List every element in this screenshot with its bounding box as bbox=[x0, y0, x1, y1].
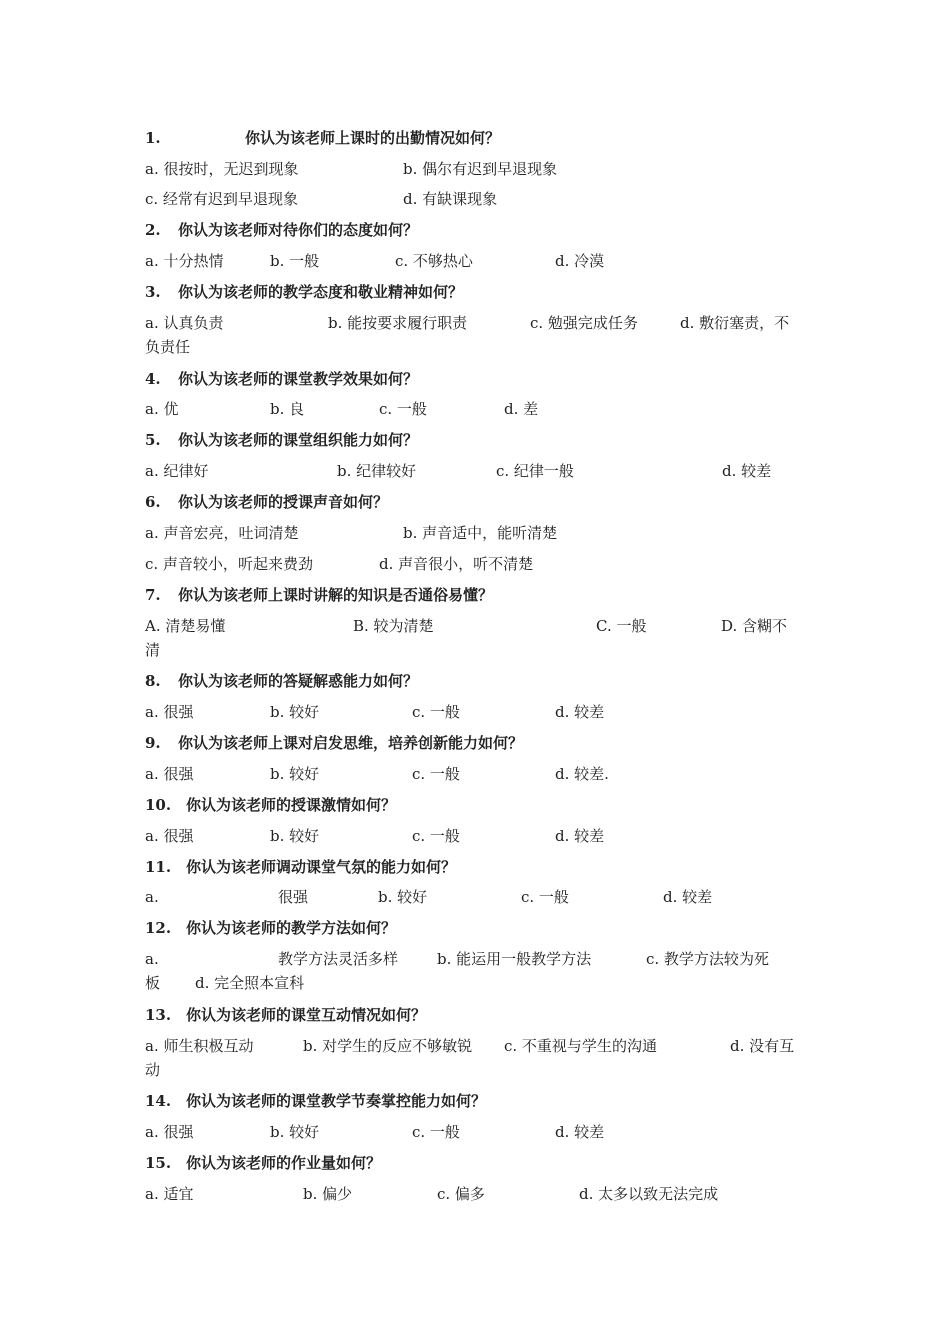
question-10 bbox=[145, 793, 815, 817]
answer-option: c. 经常有迟到早退现象 bbox=[145, 190, 298, 208]
answer-option: c. 勉强完成任务 bbox=[530, 314, 638, 332]
question-3 bbox=[145, 280, 815, 304]
answer-option: d. 差 bbox=[504, 400, 539, 418]
answer-option: d. 太多以致无法完成 bbox=[579, 1185, 719, 1203]
answer-option: c. 一般 bbox=[412, 1123, 460, 1141]
answer-option: c. 一般 bbox=[412, 827, 460, 845]
question-number: 10. bbox=[145, 796, 172, 814]
answer-option: d. 完全照本宣科 bbox=[195, 974, 305, 992]
question-12 bbox=[145, 916, 815, 940]
answer-option: C. 一般 bbox=[596, 617, 647, 635]
question-8 bbox=[145, 669, 815, 693]
answer-option: a. bbox=[145, 950, 159, 968]
answer-option: d. 较差 bbox=[555, 827, 605, 845]
question-13 bbox=[145, 1003, 815, 1027]
answer-option: b. 较好 bbox=[270, 765, 320, 783]
question-number: 14. bbox=[145, 1092, 172, 1110]
answer-option: c. 教学方法较为死 bbox=[646, 950, 769, 968]
question-text: 你认为该老师的授课声音如何？ bbox=[178, 493, 389, 511]
answer-option: a. 很强 bbox=[145, 765, 194, 783]
answer-option: 负责任 bbox=[145, 338, 191, 356]
question-text: 你认为该老师的课堂组织能力如何？ bbox=[178, 431, 419, 449]
answer-option: d. 较差 bbox=[722, 462, 772, 480]
question-text: 你认为该老师调动课堂气氛的能力如何？ bbox=[186, 858, 457, 876]
question-number: 7. bbox=[145, 586, 161, 604]
answer-option: a. 适宜 bbox=[145, 1185, 194, 1203]
question-15 bbox=[145, 1151, 815, 1175]
question-number: 1. bbox=[145, 129, 161, 147]
answer-option: d. 冷漠 bbox=[555, 252, 605, 270]
question-number: 11. bbox=[145, 858, 172, 876]
answer-option: 很强 bbox=[278, 888, 309, 906]
answer-option: b. 声音适中，能听清楚 bbox=[403, 524, 558, 542]
question-text: 你认为该老师的教学态度和敬业精神如何？ bbox=[178, 283, 464, 301]
question-number: 2. bbox=[145, 221, 161, 239]
answer-option: a. 优 bbox=[145, 400, 179, 418]
question-number: 8. bbox=[145, 672, 161, 690]
question-4 bbox=[145, 367, 815, 391]
answer-option: a. 很强 bbox=[145, 703, 194, 721]
question-text: 你认为该老师的教学方法如何？ bbox=[186, 919, 397, 937]
answer-option: a. bbox=[145, 888, 159, 906]
answer-option: 动 bbox=[145, 1061, 161, 1079]
answer-option: c. 一般 bbox=[521, 888, 569, 906]
answer-option: d. 较差. bbox=[555, 765, 609, 783]
question-text: 你认为该老师对待你们的态度如何？ bbox=[178, 221, 419, 239]
question-text: 你认为该老师的作业量如何？ bbox=[186, 1154, 382, 1172]
answer-option: b. 较好 bbox=[270, 703, 320, 721]
question-number: 5. bbox=[145, 431, 161, 449]
question-7 bbox=[145, 583, 815, 607]
answer-option: a. 很强 bbox=[145, 1123, 194, 1141]
question-number: 3. bbox=[145, 283, 161, 301]
answer-option: 板 bbox=[145, 974, 161, 992]
answer-option: a. 师生积极互动 bbox=[145, 1037, 254, 1055]
question-text: 你认为该老师上课时的出勤情况如何？ bbox=[245, 129, 501, 147]
question-2 bbox=[145, 218, 815, 242]
answer-option: b. 良 bbox=[270, 400, 305, 418]
answer-option: c. 一般 bbox=[412, 765, 460, 783]
answer-option: b. 较好 bbox=[270, 1123, 320, 1141]
answer-option: b. 偏少 bbox=[303, 1185, 353, 1203]
answer-option: d. 敷衍塞责，不 bbox=[680, 314, 790, 332]
question-number: 4. bbox=[145, 370, 161, 388]
question-text: 你认为该老师的授课激情如何？ bbox=[186, 796, 397, 814]
question-6 bbox=[145, 490, 815, 514]
answer-option: d. 较差 bbox=[555, 1123, 605, 1141]
question-number: 9. bbox=[145, 734, 161, 752]
answer-option: c. 声音较小，听起来费劲 bbox=[145, 555, 313, 573]
question-number: 13. bbox=[145, 1006, 172, 1024]
answer-option: a. 纪律好 bbox=[145, 462, 209, 480]
answer-option: c. 偏多 bbox=[437, 1185, 485, 1203]
answer-option: d. 有缺课现象 bbox=[403, 190, 498, 208]
answer-option: A. 清楚易懂 bbox=[145, 617, 226, 635]
question-number: 6. bbox=[145, 493, 161, 511]
question-14 bbox=[145, 1089, 815, 1113]
answer-option: b. 能运用一般教学方法 bbox=[437, 950, 592, 968]
answer-option: 教学方法灵活多样 bbox=[278, 950, 399, 968]
answer-option: c. 不重视与学生的沟通 bbox=[504, 1037, 657, 1055]
question-text: 你认为该老师的答疑解惑能力如何？ bbox=[178, 672, 419, 690]
answer-option: d. 声音很小，听不清楚 bbox=[379, 555, 534, 573]
question-text: 你认为该老师上课对启发思维，培养创新能力如何？ bbox=[178, 734, 524, 752]
answer-option: a. 很强 bbox=[145, 827, 194, 845]
answer-option: c. 一般 bbox=[379, 400, 427, 418]
question-number: 15. bbox=[145, 1154, 172, 1172]
answer-option: b. 对学生的反应不够敏锐 bbox=[303, 1037, 473, 1055]
answer-option: b. 一般 bbox=[270, 252, 320, 270]
answer-option: b. 偶尔有迟到早退现象 bbox=[403, 160, 558, 178]
question-text: 你认为该老师上课时讲解的知识是否通俗易懂？ bbox=[178, 586, 494, 604]
answer-option: 清 bbox=[145, 641, 161, 659]
answer-option: D. 含糊不 bbox=[721, 617, 788, 635]
answer-option: c. 纪律一般 bbox=[496, 462, 574, 480]
answer-option: b. 较好 bbox=[378, 888, 428, 906]
answer-option: B. 较为清楚 bbox=[353, 617, 434, 635]
question-5 bbox=[145, 428, 815, 452]
answer-option: c. 不够热心 bbox=[395, 252, 473, 270]
answer-option: b. 纪律较好 bbox=[337, 462, 417, 480]
question-number: 12. bbox=[145, 919, 172, 937]
question-9 bbox=[145, 731, 815, 755]
answer-option: a. 十分热情 bbox=[145, 252, 224, 270]
answer-option: d. 没有互 bbox=[730, 1037, 795, 1055]
question-11 bbox=[145, 855, 815, 879]
answer-option: a. 声音宏亮，吐词清楚 bbox=[145, 524, 299, 542]
question-text: 你认为该老师的课堂教学节奏掌控能力如何？ bbox=[186, 1092, 487, 1110]
question-text: 你认为该老师的课堂教学效果如何？ bbox=[178, 370, 419, 388]
answer-option: c. 一般 bbox=[412, 703, 460, 721]
answer-option: a. 很按时，无迟到现象 bbox=[145, 160, 299, 178]
answer-option: d. 较差 bbox=[663, 888, 713, 906]
answer-option: d. 较差 bbox=[555, 703, 605, 721]
answer-option: b. 较好 bbox=[270, 827, 320, 845]
question-1 bbox=[145, 126, 815, 150]
question-text: 你认为该老师的课堂互动情况如何？ bbox=[186, 1006, 427, 1024]
answer-option: a. 认真负责 bbox=[145, 314, 224, 332]
answer-option: b. 能按要求履行职责 bbox=[328, 314, 468, 332]
